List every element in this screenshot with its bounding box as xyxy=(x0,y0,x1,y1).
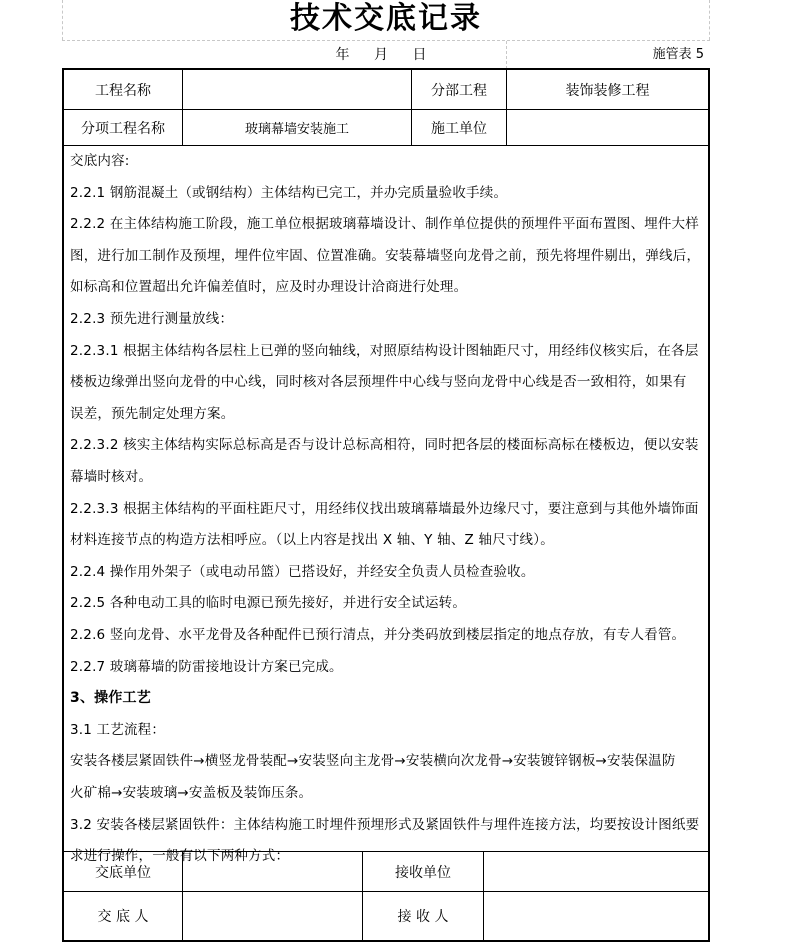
content-heading: 交底内容: xyxy=(70,153,130,169)
subitem-label: 分项工程名称 xyxy=(64,110,183,146)
unit-label: 施工单位 xyxy=(412,110,507,146)
content-line: 求进行操作，一般有以下两种方式： xyxy=(70,848,290,865)
content-line: 2.2.3.3 根据主体结构的平面柱距尺寸，用经纬仪找出玻璃幕墙最外边缘尺寸，要注意到与其他外墙饰面 xyxy=(70,500,699,517)
receiver-field[interactable] xyxy=(484,892,708,940)
content-line: 2.2.6 竖向龙骨、水平龙骨及各种配件已预行清点，并分类码放到楼层指定的地点存放，有专人看管。 xyxy=(70,627,686,643)
date-label: 年 月 日 xyxy=(335,47,437,63)
subitem-field[interactable]: 玻璃幕墙安装施工 xyxy=(183,110,412,146)
project-name-field[interactable] xyxy=(183,70,412,110)
content-line: 3.2 安装各楼层紧固铁件：主体结构施工时埋件预埋形式及紧固铁件与埋件连接方法，均要按设计图纸要 xyxy=(70,816,700,833)
content-line: 2.2.3.1 根据主体结构各层柱上已弹的竖向轴线，对照原结构设计图轴距尺寸，用经纬仪核实后，在各层 xyxy=(70,342,699,359)
receiver-label: 接 收 人 xyxy=(363,892,484,940)
content-line: 火矿棉→安装玻璃→安盖板及装饰压条。 xyxy=(70,785,313,801)
content-line: 2.2.3 预先进行测量放线： xyxy=(70,311,234,327)
content-line: 幕墙时核对。 xyxy=(70,469,153,485)
content-line: 2.2.7 玻璃幕墙的防雷接地设计方案已完成。 xyxy=(70,658,343,675)
content-line: 误差，预先制定处理方案。 xyxy=(70,405,235,422)
content-line: 安装各楼层紧固铁件→横竖龙骨装配→安装竖向主龙骨→安装横向次龙骨→安装镀锌钢板→安装保温防 xyxy=(70,753,676,770)
content-line: 2.2.4 操作用外架子（或电动吊篮）已搭设好，并经安全负责人员检查验收。 xyxy=(70,563,535,580)
content-line: 2.2.3.2 核实主体结构实际总标高是否与设计总标高相符，同时把各层的楼面标高标在楼板边，便以安装 xyxy=(70,437,699,454)
receive-unit-field[interactable] xyxy=(484,852,708,892)
handover-person-label: 交 底 人 xyxy=(64,892,183,940)
content-line: 2.2.1 钢筋混凝土（或钢结构）主体结构已完工，并办完质量验收手续。 xyxy=(70,184,508,201)
content-line: 3.1 工艺流程： xyxy=(70,721,166,738)
division-label: 分部工程 xyxy=(412,70,507,110)
project-name-label: 工程名称 xyxy=(64,70,183,110)
content-line: 如标高和位置超出允许偏差值时，应及时办理设计洽商进行处理。 xyxy=(70,279,468,296)
date-row xyxy=(62,40,710,69)
handover-person-field[interactable] xyxy=(183,892,363,940)
handover-unit-label: 交底单位 xyxy=(64,852,183,892)
content-line: 2.2.2 在主体结构施工阶段，施工单位根据玻璃幕墙设计、制作单位提供的预埋件平面布置图、埋件大样 xyxy=(70,216,699,233)
handover-content xyxy=(64,146,708,865)
content-line: 3、操作工艺 xyxy=(70,690,151,707)
division-field[interactable]: 装饰装修工程 xyxy=(507,70,708,110)
content-line: 2.2.5 各种电动工具的临时电源已预先接好，并进行安全试运转。 xyxy=(70,595,467,612)
content-line: 楼板边缘弹出竖向龙骨的中心线，同时核对各层预埋件中心线与竖向龙骨中心线是否一致相符，如果有 xyxy=(70,374,687,391)
record-table xyxy=(62,68,710,942)
content-line: 图，进行加工制作及预埋，埋件位牢固、位置准确。安装幕墙竖向龙骨之前，预先将埋件剔出，弹线后， xyxy=(70,247,701,264)
unit-field[interactable] xyxy=(507,110,708,146)
receive-unit-label: 接收单位 xyxy=(363,852,484,892)
page-title: 技术交底记录 xyxy=(290,1,482,36)
form-number: 施管表 5 xyxy=(652,47,704,62)
content-line: 材料连接节点的构造方法相呼应。（以上内容是找出 X 轴、Y 轴、Z 轴尺寸线）。 xyxy=(70,532,554,549)
handover-unit-field[interactable] xyxy=(183,852,363,892)
